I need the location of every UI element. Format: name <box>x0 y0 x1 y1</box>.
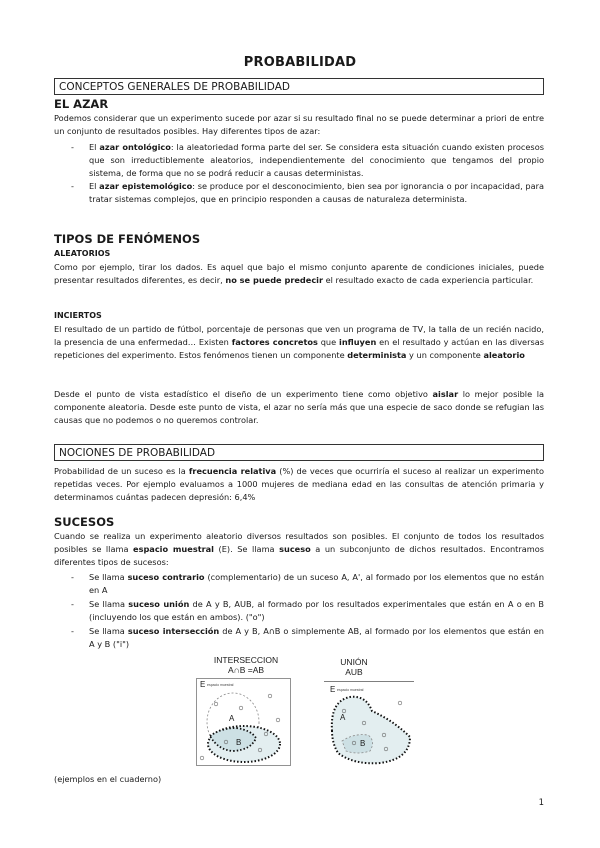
figure-union-title: UNIÓN AUB <box>340 657 368 677</box>
label-b: B <box>236 738 242 747</box>
venn-interseccion-svg <box>196 678 291 766</box>
label-a: A <box>229 714 235 723</box>
label-e-union: E <box>330 685 336 694</box>
label-b-union: B <box>360 739 366 748</box>
page-number: 1 <box>538 798 544 808</box>
paragraph-diseno: Desde el punto de vista estadístico el diseño de un experimento tiene como objetivo aislar lo mejor posible la componente aleatoria. Desde este punto de vista, el azar no sería más que una especie de saco donde se refugian las causas que no podemos o no queremos controlar. <box>54 389 545 425</box>
heading-sucesos: SUCESOS <box>54 515 115 529</box>
list-item-suceso-contrario: - Se llama suceso contrario (complementario) de un suceso A, A', al formado por los elementos que no están en A <box>71 572 545 595</box>
list-item-suceso-union: - Se llama suceso unión de A y B, AUB, al formado por los resultados experimentales que están en A o en B (incluyendo los que están en ambos). ("o") <box>71 599 545 622</box>
list-item-azar-ontologico: - El azar ontológico: la aleatoriedad forma parte del ser. Se considera esta situación cuando existen procesos que son irreductiblemente aleatorios, independientemente del conocimiento que tengamos del propio sistema, de forma que no se podrá reducir a causas deterministas. <box>71 142 544 178</box>
heading-tipos-fenomenos: TIPOS DE FENÓMENOS <box>54 232 201 246</box>
paragraph-inciertos: El resultado de un partido de fútbol, porcentaje de personas que ven un programa de TV, la talla de un recién nacido, la presencia de una enfermedad… Existen factores concretos que influyen en el resultado y actúan en las diversas repeticiones del experimento. Estos fenómenos tienen un componente determinista y un componente aleatorio <box>54 324 544 360</box>
union-region <box>332 697 410 764</box>
label-e: E <box>200 680 206 689</box>
label-espacio-muestral-union: espacio muestral <box>337 688 364 692</box>
page-title: PROBABILIDAD <box>243 55 357 70</box>
venn-union-svg <box>324 681 414 766</box>
venn-diagram-interseccion <box>196 678 291 766</box>
note-ejemplos: (ejemplos en el cuaderno) <box>54 774 162 784</box>
figure-interseccion-title: INTERSECCION A∩B =AB <box>213 655 279 675</box>
section-header-conceptos: CONCEPTOS GENERALES DE PROBABILIDAD <box>54 78 544 95</box>
heading-aleatorios: ALEATORIOS <box>54 249 111 258</box>
term-azar-epistemologico: azar epistemológico <box>99 181 193 191</box>
paragraph-azar: Podemos considerar que un experimento sucede por azar si su resultado final no se puede determinar a priori de entre un conjunto de resultados posibles. Hay diferentes tipos de azar: <box>54 113 544 136</box>
list-item-azar-epistemologico: - El azar epistemológico: se produce por el desconocimiento, bien sea por ignorancia o por incapacidad, para tratar sistemas complejos, que en principio responden a causas de naturaleza determinista. <box>71 181 544 204</box>
venn-diagram-union <box>324 681 414 766</box>
label-espacio-muestral: espacio muestral <box>207 683 234 687</box>
list-item-suceso-interseccion: - Se llama suceso intersección de A y B, A∩B o simplemente AB, al formado por los elementos que están en A y B ("i") <box>71 626 544 649</box>
section-header-nociones: NOCIONES DE PROBABILIDAD <box>54 444 544 461</box>
paragraph-sucesos: Cuando se realiza un experimento aleatorio diversos resultados son posibles. El conjunto de todos los resultados posibles se llama espacio muestral (E). Se llama suceso a un subconjunto de dichos resultados. Encontramos diferentes tipos de sucesos: <box>54 531 544 567</box>
label-a-union: A <box>340 713 346 722</box>
term-azar-ontologico: azar ontológico <box>99 142 171 152</box>
paragraph-probabilidad: Probabilidad de un suceso es la frecuencia relativa (%) de veces que ocurriría el suceso al realizar un experimento repetidas veces. Por ejemplo evaluamos a 1000 mujeres de mediana edad en las consultas de atención primaria y determinamos cuántas padecen depresión: 6,4% <box>54 466 544 502</box>
paragraph-aleatorios: Como por ejemplo, tirar los dados. Es aquel que bajo el mismo conjunto aparente de condiciones iniciales, puede presentar resultados diferentes, es decir, no se puede predecir el resultado exacto de cada experiencia particular. <box>54 262 544 285</box>
heading-el-azar: EL AZAR <box>54 97 109 111</box>
heading-inciertos: INCIERTOS <box>54 311 102 320</box>
